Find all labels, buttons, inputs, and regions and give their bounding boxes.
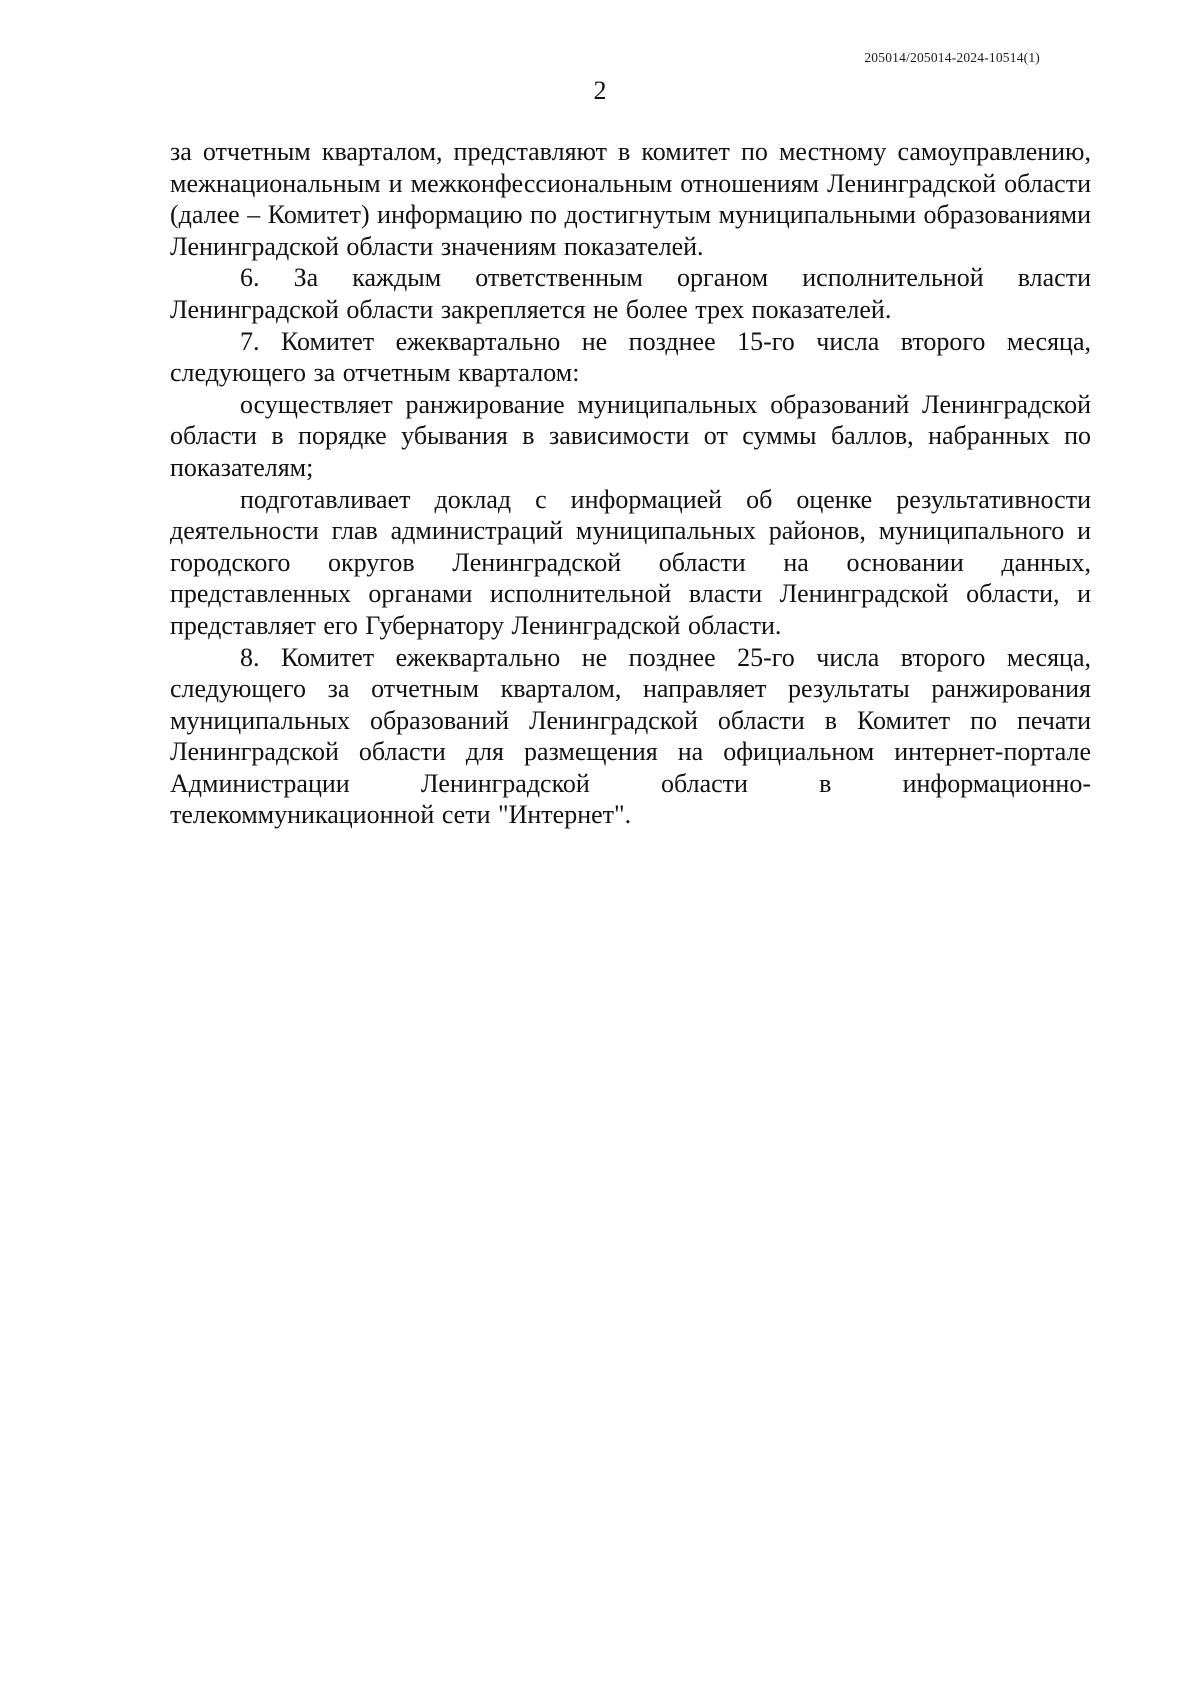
paragraph-continuation: за отчетным кварталом, представляют в комитет по местному самоуправлению, межнациональным и межконфессиональным отношениям Ленинградской области (далее – Комитет) информацию по достигнутым муниципальными образованиями Ленинградской области значениям показателей.	[170, 137, 1091, 261]
page-number: 2	[593, 76, 607, 105]
document-id: 205014/205014-2024-10514(1)	[864, 50, 1040, 65]
document-body	[170, 136, 1091, 831]
paragraph-report: подготавливает доклад с информацией об оценке результативности деятельности глав администраций муниципальных районов, муниципального и городского округов Ленинградской области на основании данных, представленных органами исполнительной власти Ленинградской области, и представляет его Губернатору Ленинградской области.	[170, 484, 1091, 640]
paragraph-item-7: 7. Комитет ежеквартально не позднее 15-го числа второго месяца, следующего за отчетным кварталом:	[170, 326, 1091, 388]
paragraph-ranking: осуществляет ранжирование муниципальных образований Ленинградской области в порядке убывания в зависимости от суммы баллов, набранных по показателям;	[170, 389, 1091, 482]
paragraph-item-6: 6. За каждым ответственным органом исполнительной власти Ленинградской области закрепляется не более трех показателей.	[170, 263, 1091, 324]
paragraph-item-8: 8. Комитет ежеквартально не позднее 25-го числа второго месяца, следующего за отчетным кварталом, направляет результаты ранжирования муниципальных образований Ленинградской области в Комитет по печати Ленинградской области для размещения на официальном интернет-портале Администрации Ленинградской области в информационно-телекоммуникационной сети "Интернет".	[170, 642, 1091, 830]
